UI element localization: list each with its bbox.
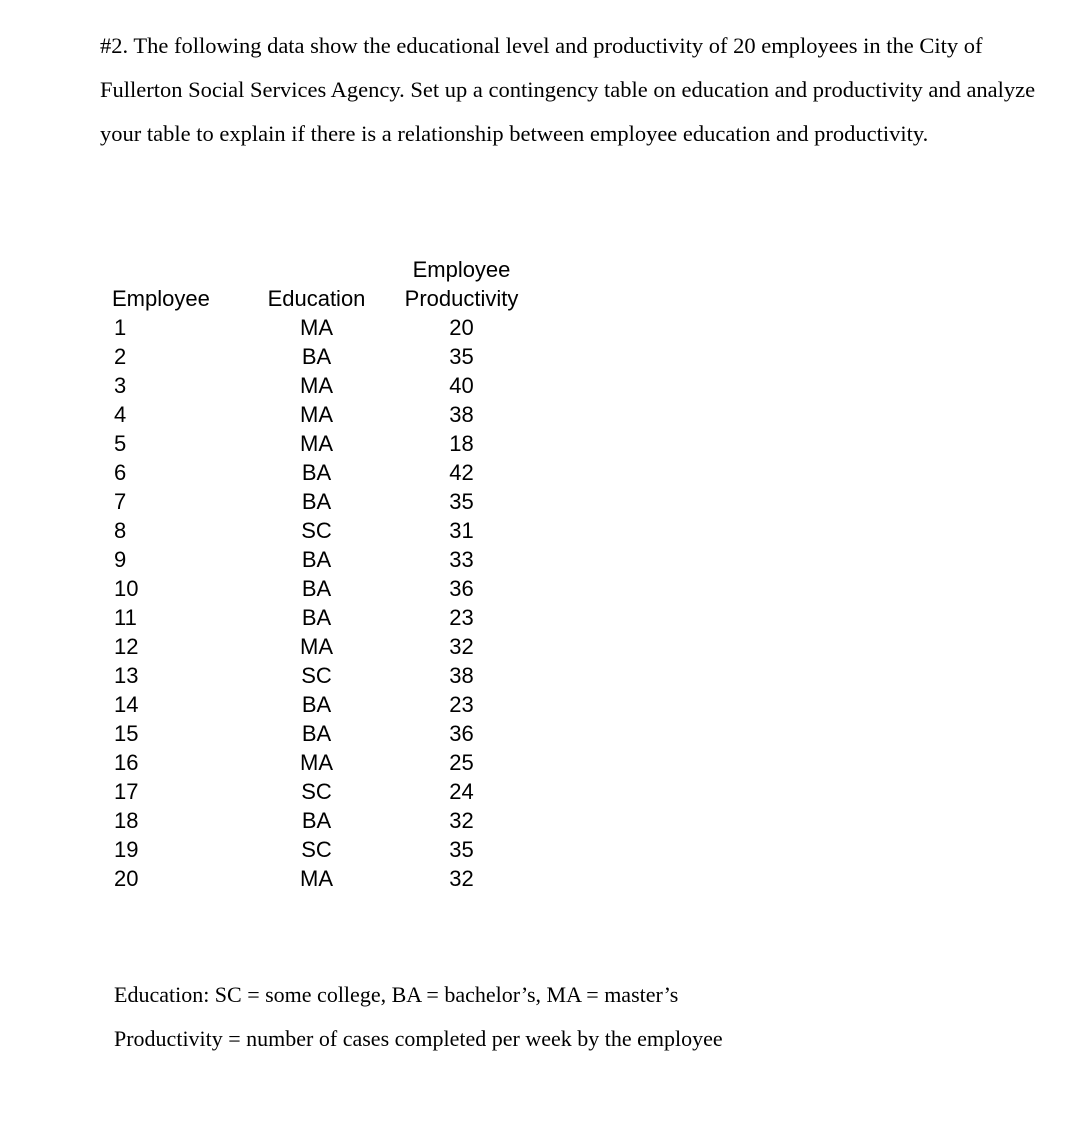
cell-employee: 15 bbox=[114, 721, 139, 746]
table-row bbox=[112, 313, 534, 342]
cell-productivity: 35 bbox=[449, 344, 474, 369]
cell-education: BA bbox=[301, 721, 332, 746]
cell-education: BA bbox=[301, 605, 332, 630]
cell-employee: 12 bbox=[114, 634, 139, 659]
table-row bbox=[112, 603, 534, 632]
cell-employee: 18 bbox=[114, 808, 139, 833]
cell-productivity: 25 bbox=[449, 750, 474, 775]
legend-productivity: Productivity = number of cases completed per week by the employee bbox=[114, 1026, 723, 1051]
question-prompt: #2. The following data show the educational level and productivity of 20 employees in the City of Fullerton Social Services Agency. Set up a contingency table on education and productivity and analyze your table to explain if there is a relationship between employee education and productivity. bbox=[100, 33, 1036, 146]
cell-productivity: 18 bbox=[449, 431, 474, 456]
cell-productivity: 32 bbox=[449, 808, 474, 833]
cell-employee: 19 bbox=[114, 837, 139, 862]
cell-education: BA bbox=[301, 692, 332, 717]
header-productivity-line2: Productivity bbox=[404, 286, 519, 311]
table-row bbox=[112, 777, 534, 806]
cell-education: BA bbox=[301, 547, 332, 572]
cell-education: MA bbox=[300, 402, 333, 427]
cell-productivity: 36 bbox=[449, 721, 474, 746]
table-row bbox=[112, 864, 534, 893]
cell-education: BA bbox=[301, 576, 332, 601]
cell-productivity: 23 bbox=[449, 605, 474, 630]
cell-education: SC bbox=[301, 663, 332, 688]
cell-employee: 13 bbox=[114, 663, 139, 688]
cell-productivity: 38 bbox=[449, 402, 474, 427]
cell-employee: 11 bbox=[114, 605, 137, 630]
table-row bbox=[112, 487, 534, 516]
header-employee: Employee bbox=[112, 286, 210, 311]
cell-employee: 7 bbox=[114, 489, 127, 514]
cell-education: BA bbox=[301, 344, 332, 369]
cell-education: SC bbox=[301, 779, 332, 804]
table-row bbox=[112, 400, 534, 429]
table-row bbox=[112, 835, 534, 864]
cell-education: MA bbox=[300, 750, 333, 775]
cell-education: MA bbox=[300, 315, 333, 340]
cell-education: MA bbox=[300, 634, 333, 659]
table-body bbox=[112, 313, 534, 893]
table-row bbox=[112, 545, 534, 574]
table-row bbox=[112, 516, 534, 545]
cell-productivity: 36 bbox=[449, 576, 474, 601]
cell-employee: 4 bbox=[114, 402, 127, 427]
cell-productivity: 24 bbox=[449, 779, 474, 804]
cell-productivity: 23 bbox=[449, 692, 474, 717]
table-row bbox=[112, 458, 534, 487]
cell-education: BA bbox=[301, 489, 332, 514]
cell-education: MA bbox=[300, 373, 333, 398]
cell-productivity: 38 bbox=[449, 663, 474, 688]
header-productivity-line1: Employee bbox=[412, 257, 511, 282]
table-row bbox=[112, 632, 534, 661]
cell-productivity: 40 bbox=[449, 373, 474, 398]
table-row bbox=[112, 371, 534, 400]
cell-employee: 17 bbox=[114, 779, 139, 804]
cell-employee: 2 bbox=[114, 344, 127, 369]
table-row bbox=[112, 342, 534, 371]
cell-employee: 3 bbox=[114, 373, 127, 398]
legend-education: Education: SC = some college, BA = bachelor’s, MA = master’s bbox=[114, 982, 679, 1007]
cell-employee: 1 bbox=[114, 315, 127, 340]
cell-productivity: 33 bbox=[449, 547, 474, 572]
cell-education: MA bbox=[300, 431, 333, 456]
employee-data-table bbox=[112, 255, 534, 893]
table-row bbox=[112, 748, 534, 777]
table-row bbox=[112, 429, 534, 458]
table-row bbox=[112, 719, 534, 748]
cell-productivity: 31 bbox=[449, 518, 474, 543]
cell-productivity: 32 bbox=[449, 634, 474, 659]
cell-employee: 14 bbox=[114, 692, 139, 717]
table-header-row bbox=[112, 255, 534, 313]
cell-productivity: 20 bbox=[449, 315, 474, 340]
cell-employee: 8 bbox=[114, 518, 127, 543]
table-row bbox=[112, 690, 534, 719]
header-education: Education bbox=[267, 286, 366, 311]
cell-productivity: 42 bbox=[449, 460, 474, 485]
cell-productivity: 35 bbox=[449, 837, 474, 862]
cell-productivity: 35 bbox=[449, 489, 474, 514]
cell-employee: 16 bbox=[114, 750, 139, 775]
cell-education: SC bbox=[301, 837, 332, 862]
cell-education: MA bbox=[300, 866, 333, 891]
cell-education: SC bbox=[301, 518, 332, 543]
header-productivity bbox=[389, 255, 534, 313]
table-row bbox=[112, 806, 534, 835]
table-row bbox=[112, 661, 534, 690]
cell-employee: 20 bbox=[114, 866, 139, 891]
cell-employee: 10 bbox=[114, 576, 139, 601]
cell-employee: 9 bbox=[114, 547, 127, 572]
cell-productivity: 32 bbox=[449, 866, 474, 891]
cell-employee: 6 bbox=[114, 460, 127, 485]
cell-education: BA bbox=[301, 808, 332, 833]
legend bbox=[114, 973, 1054, 1061]
cell-employee: 5 bbox=[114, 431, 127, 456]
table-row bbox=[112, 574, 534, 603]
cell-education: BA bbox=[301, 460, 332, 485]
